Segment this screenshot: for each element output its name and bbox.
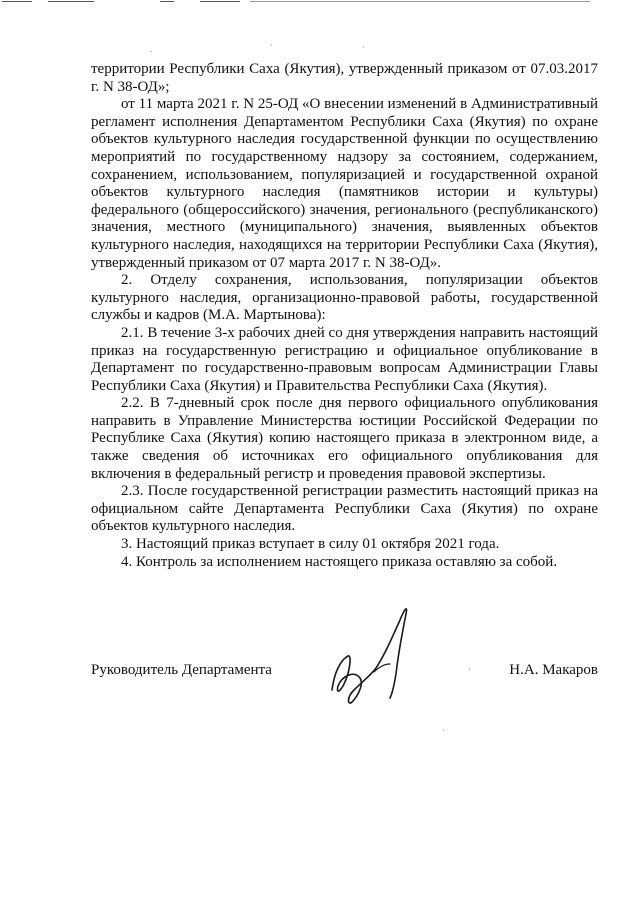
paragraph-item-2-2: 2.2. В 7-дневный срок после дня первого официального опубликования направить в Управление Министерства юстиции Российской Федерации по Республике Саха (Якутия) копию настоящего приказа в электронном виде, а также сведения об источниках его официального опубликования для включения в федеральный регистр и проведения правовой экспертизы. <box>91 395 598 482</box>
scan-speck: · <box>270 40 273 50</box>
paragraph-order-25-od: от 11 марта 2021 г. N 25-ОД «О внесении изменений в Административный регламент исполнения Департаментом Республики Саха (Якутия) по охране объектов культурного наследия государственной функции по осуществлению мероприятий по государственному надзору за состоянием, содержанием, сохранением, использованием, популяризацией и государственной охраной объектов культурного наследия (памятников истории и культуры) федерального (общероссийского) значения, регионального (республиканского) значения, местного (муниципального) значения, выявленных объектов культурного наследия, находящихся на территории Республики Саха (Якутия), утвержденный приказом от 07 марта 2017 г. N 38-ОД». <box>91 96 598 271</box>
scan-speck: · <box>362 42 365 52</box>
signatory-name: Н.А. Макаров <box>509 662 598 678</box>
paragraph-item-2: 2. Отделу сохранения, использования, популяризации объектов культурного наследия, организационно-правовой работы, государственной службы и кадров (М.А. Мартынова): <box>91 272 598 324</box>
document-body <box>91 61 598 571</box>
paragraph-item-2-1: 2.1. В течение 3-х рабочих дней со дня утверждения направить настоящий приказ на государственную регистрацию и официальное опубликование в Департамент по государственно-правовым вопросам Администрации Главы Республики Саха (Якутия) и Правительства Республики Саха (Якутия). <box>91 324 598 394</box>
scan-speck: . <box>150 44 153 54</box>
paragraph-item-4: 4. Контроль за исполнением настоящего приказа оставляю за собой. <box>121 553 558 570</box>
scan-speck: · <box>468 664 471 674</box>
handwritten-signature <box>318 598 438 718</box>
scan-edge-artifact <box>0 0 640 6</box>
signatory-role: Руководитель Департамента <box>91 662 272 678</box>
paragraph-item-2-3: 2.3. После государственной регистрации разместить настоящий приказ на официальном сайте Департамента Республики Саха (Якутия) по охране объектов культурного наследия. <box>91 483 598 535</box>
scan-speck: · <box>442 725 445 735</box>
paragraph-item-3: 3. Настоящий приказ вступает в силу 01 октября 2021 года. <box>121 536 500 553</box>
paragraph-continuation: территории Республики Саха (Якутия), утвержденный приказом от 07.03.2017 г. N 38-ОД»; <box>91 61 598 95</box>
